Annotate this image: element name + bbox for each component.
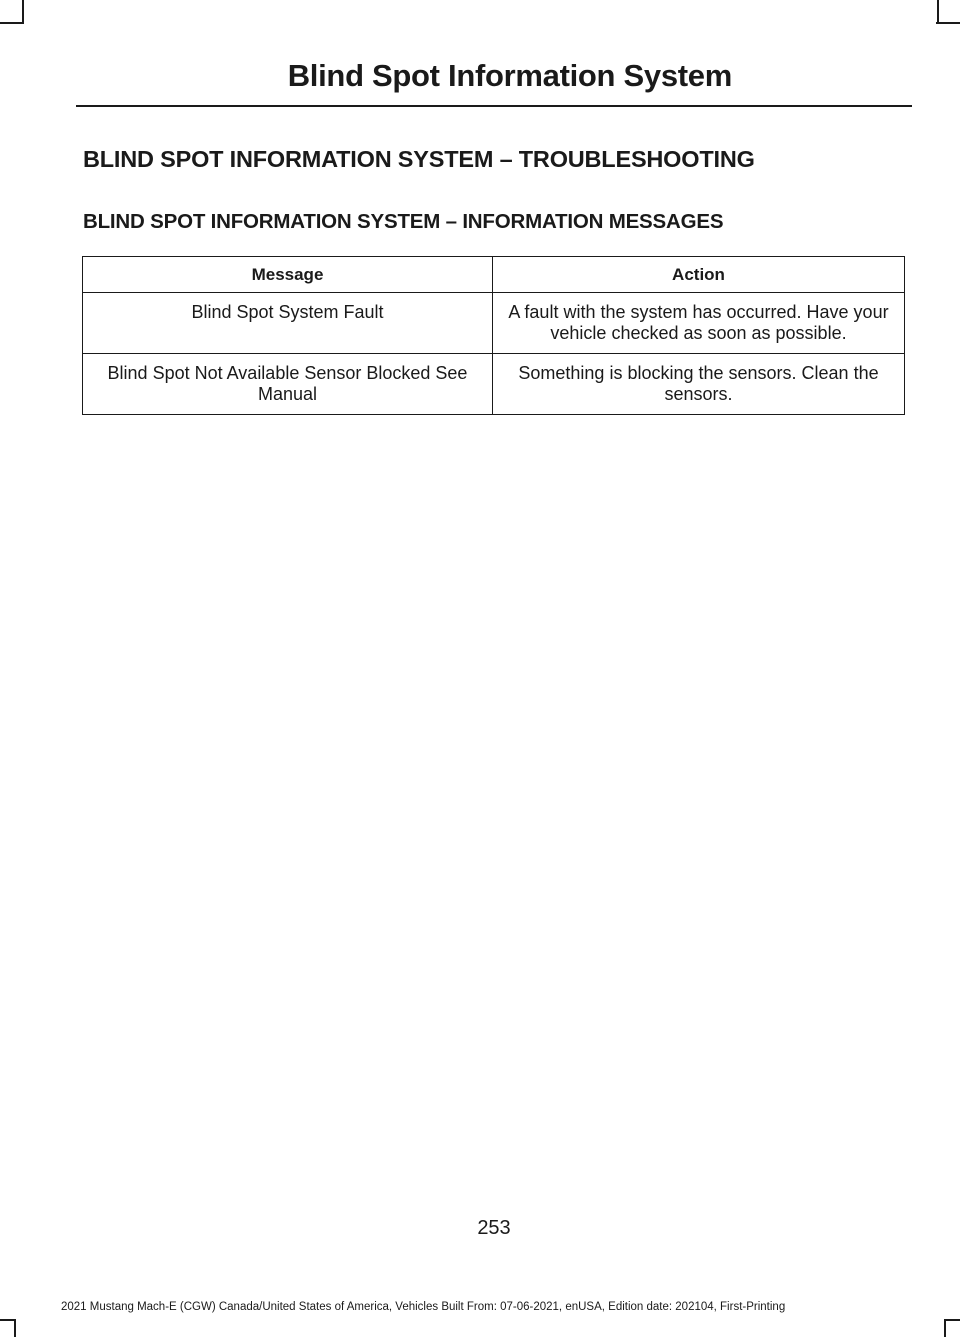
column-header-action: Action — [493, 257, 905, 293]
section-subtitle: BLIND SPOT INFORMATION SYSTEM – INFORMATION MESSAGES — [83, 210, 724, 233]
column-header-message: Message — [83, 257, 493, 293]
crop-mark-top-right — [936, 22, 960, 24]
crop-mark-bottom-left — [14, 1319, 16, 1337]
crop-mark-bottom-right — [944, 1319, 960, 1321]
message-cell: Blind Spot Not Available Sensor Blocked See Manual — [83, 354, 493, 415]
table-row — [83, 293, 905, 354]
action-cell: Something is blocking the sensors. Clean the sensors. — [493, 354, 905, 415]
crop-mark-top-left — [0, 22, 24, 24]
section-title: BLIND SPOT INFORMATION SYSTEM – TROUBLESHOOTING — [83, 146, 755, 172]
crop-mark-bottom-right — [944, 1319, 946, 1337]
chapter-title: Blind Spot Information System — [287, 58, 732, 93]
information-messages-table — [82, 256, 905, 415]
header-divider — [76, 105, 912, 107]
table-header-row — [83, 257, 905, 293]
crop-mark-top-right — [937, 0, 939, 24]
crop-mark-top-left — [22, 0, 24, 24]
table-row — [83, 354, 905, 415]
page-number: 253 — [477, 1217, 511, 1239]
action-cell: A fault with the system has occurred. Have your vehicle checked as soon as possible. — [493, 293, 905, 354]
edition-info: 2021 Mustang Mach-E (CGW) Canada/United States of America, Vehicles Built From: 07-06-2021, enUSA, Edition date: 202104, First-Printing — [61, 1301, 786, 1313]
message-cell: Blind Spot System Fault — [83, 293, 493, 354]
